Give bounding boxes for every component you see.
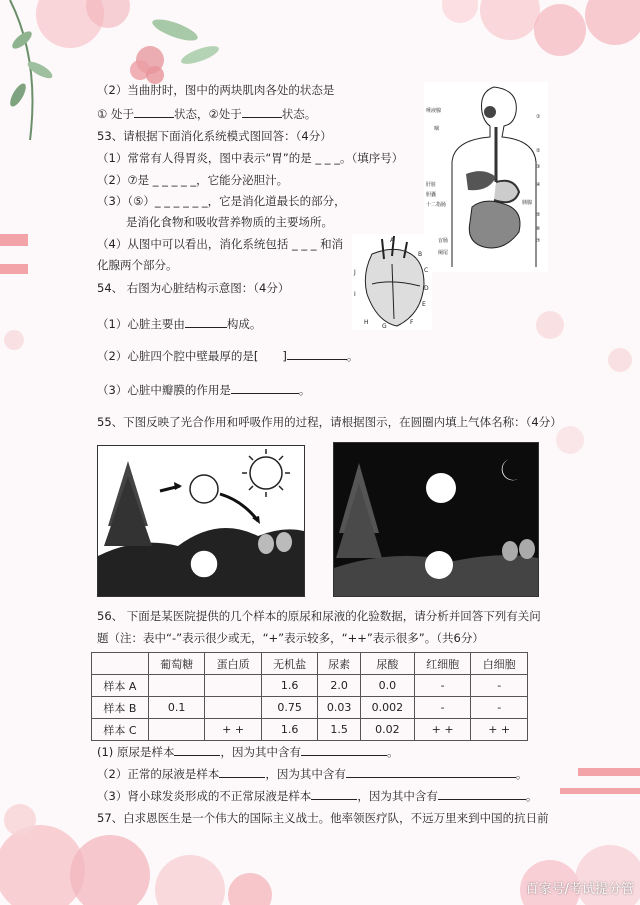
table-header-cell: 无机盐 [261, 653, 318, 675]
q53-title: 53、请根据下面消化系统模式图回答：（4分） [97, 129, 332, 143]
label-pancreas: 胰腺 [522, 200, 533, 206]
answer-blank [311, 788, 357, 800]
table-header-cell: 葡萄糖 [148, 653, 205, 675]
label-pharynx: 咽 [434, 126, 440, 132]
table-cell [205, 697, 262, 719]
table-row [92, 719, 528, 741]
q56-sub1 [97, 744, 398, 760]
pink-band-left-2 [0, 264, 28, 274]
table-cell: - [471, 697, 528, 719]
table-header-cell: 尿素 [318, 653, 360, 675]
q56-sub2 [97, 766, 527, 782]
table-cell: + + [205, 719, 262, 741]
table-cell: - [414, 675, 471, 697]
day-scene [98, 446, 304, 596]
label-cecum: 盲肠 [438, 238, 449, 244]
q56-sub3-end: 。 [525, 789, 538, 803]
answer-blank [185, 316, 227, 328]
table-header-cell: 蛋白质 [205, 653, 262, 675]
answer-blank [301, 744, 387, 756]
q53-item3-cont: 是消化食物和吸收营养物质的主要场所。 [126, 215, 333, 229]
q54-item2-end: 。 [346, 349, 359, 363]
q56-sub3-text: （3）肾小球发炎形成的不正常尿液是样本 [97, 789, 312, 803]
q56-title-cont: 题（注：表中“-”表示很少或无，“+”表示较多，“++”表示很多”。（共6分） [97, 631, 484, 645]
pink-band-right-2 [560, 788, 640, 794]
label-appendix: 阑尾 [438, 250, 449, 256]
q54-item2-text: （2）心脏四个腔中壁最厚的是[ [97, 349, 259, 363]
q54-item3 [97, 382, 310, 398]
table-cell: 0.02 [360, 719, 414, 741]
q56-sub2-end: 。 [515, 767, 528, 781]
q52-line3 [97, 106, 316, 122]
q53-item1: （1）常常有人得胃炎，图中表示“胃”的是 _ _ _。（填序号） [97, 151, 404, 165]
table-cell: 2.0 [318, 675, 360, 697]
table-row [92, 697, 528, 719]
heart-label-e: E [422, 301, 426, 308]
table-cell: 0.03 [318, 697, 360, 719]
digestive-system-diagram [424, 82, 548, 272]
q52-line2: （2）当曲肘时，图中的两块肌肉各处的状态是 [97, 83, 335, 97]
answer-blank [174, 744, 220, 756]
table-header-row [92, 653, 528, 675]
heart-label-d: D [424, 285, 429, 292]
q56-title: 56、 下面是某医院提供的几个样本的原尿和尿液的化验数据，请分析并回答下列有关问 [97, 609, 541, 623]
heart-label-j: J [354, 269, 356, 276]
pink-band-left [0, 234, 28, 246]
table-header-cell [92, 653, 149, 675]
answer-blank [346, 766, 516, 778]
answer-blank [219, 766, 265, 778]
table-cell: 0.002 [360, 697, 414, 719]
table-header-cell: 白细胞 [471, 653, 528, 675]
table-cell: 0.75 [261, 697, 318, 719]
watermark: 百家号/考试提分管 [525, 882, 634, 897]
heart-label-b: B [418, 251, 423, 258]
q56-sub1-mid: ，因为其中含有 [220, 745, 301, 759]
table-cell: 样本 A [92, 675, 149, 697]
q57-title: 57、白求恩医生是一个伟大的国际主义战士。他率领医疗队，不远万里来到中国的抗日前 [97, 811, 549, 825]
blank-circle-bottom [190, 550, 218, 578]
answer-blank [287, 348, 347, 360]
table-cell [205, 675, 262, 697]
table-cell: 样本 B [92, 697, 149, 719]
label-salivary-gland: 唾液腺 [426, 108, 442, 114]
digestive-system-figure [424, 82, 548, 272]
label-liver: 肝脏 [426, 182, 437, 188]
q54-item2-bracket: ] [282, 349, 287, 363]
table-cell: 样本 C [92, 719, 149, 741]
label-4: ④ [536, 182, 541, 188]
table-cell: 0.0 [360, 675, 414, 697]
q54-item3-text: （3）心脏中瓣膜的作用是 [97, 383, 231, 397]
bokeh-circles [530, 300, 640, 460]
label-7: ⑦ [536, 238, 541, 244]
q52-text-c: 状态。 [281, 107, 317, 121]
q56-sub1-end: 。 [386, 745, 399, 759]
q53-item4: （4）从图中可以看出，消化系统包括 _ _ _ 和消 [97, 237, 344, 251]
table-cell: + + [414, 719, 471, 741]
heart-structure-figure [352, 234, 432, 330]
q56-sub3 [97, 788, 537, 804]
pink-band-right [578, 768, 640, 776]
q53-item3: （3）（⑤）_ _ _ _ _ _，它是消化道最长的部分， [97, 194, 346, 208]
heart-label-h: H [364, 319, 369, 326]
label-5: ⑤ [536, 212, 541, 218]
table-cell: - [414, 697, 471, 719]
heart-diagram [352, 234, 432, 330]
answer-blank [242, 106, 282, 118]
table-cell: 0.1 [148, 697, 205, 719]
urine-test-table [91, 652, 528, 741]
q56-sub2-text: （2）正常的尿液是样本 [97, 767, 220, 781]
q54-item1 [97, 316, 261, 332]
q53-item2: （2）⑦是 _ _ _ _ _，它能分泌胆汁。 [97, 173, 289, 187]
blank-circle-bottom-night [425, 551, 453, 579]
photosynthesis-day-figure [97, 445, 305, 597]
table-row [92, 675, 528, 697]
heart-label-a: A [390, 237, 395, 244]
respiration-night-figure [333, 442, 539, 597]
table-cell: - [471, 675, 528, 697]
answer-blank [134, 106, 174, 118]
q53-item4-cont: 化腺两个部分。 [97, 258, 178, 272]
bokeh-circles-left [0, 320, 40, 400]
q52-text-a: ① 处于 [97, 107, 134, 121]
label-6: ⑥ [536, 226, 541, 232]
q54-item3-end: 。 [298, 383, 311, 397]
heart-label-i: I [354, 291, 356, 298]
blank-circle-top [190, 475, 218, 503]
label-gallbladder: 胆囊 [426, 192, 437, 198]
q55-title: 55、下图反映了光合作用和呼吸作用的过程，请根据图示，在圆圈内填上气体名称：（4分） [97, 415, 562, 429]
answer-blank [438, 788, 526, 800]
table-header-cell: 红细胞 [414, 653, 471, 675]
q54-item1-text: （1）心脏主要由 [97, 317, 185, 331]
label-duodenum: 十二指肠 [426, 202, 447, 208]
table-cell: 1.5 [318, 719, 360, 741]
heart-label-f: F [410, 319, 414, 326]
table-cell [148, 719, 205, 741]
table-cell: 1.6 [261, 719, 318, 741]
answer-blank [231, 382, 299, 394]
q54-title: 54、 右图为心脏结构示意图：（4分） [97, 281, 290, 295]
table-cell: + + [471, 719, 528, 741]
q56-sub1-text: (1) 原尿是样本 [97, 745, 175, 759]
blank-circle-top-night [426, 473, 456, 503]
q54-item1-end: 构成。 [226, 317, 262, 331]
heart-label-g: G [382, 323, 387, 330]
q52-text-b: 状态，②处于 [173, 107, 242, 121]
floral-top-right-decoration [400, 0, 640, 90]
table-header-cell: 尿酸 [360, 653, 414, 675]
label-3: ③ [536, 164, 541, 170]
table-cell: 1.6 [261, 675, 318, 697]
q56-sub3-mid: ，因为其中含有 [357, 789, 438, 803]
q56-sub2-mid: ，因为其中含有 [265, 767, 346, 781]
table-cell [148, 675, 205, 697]
label-2: ② [536, 148, 541, 154]
q54-item2 [97, 348, 358, 364]
night-scene [334, 443, 538, 596]
heart-label-c: C [424, 267, 429, 274]
label-1: ① [536, 114, 541, 120]
